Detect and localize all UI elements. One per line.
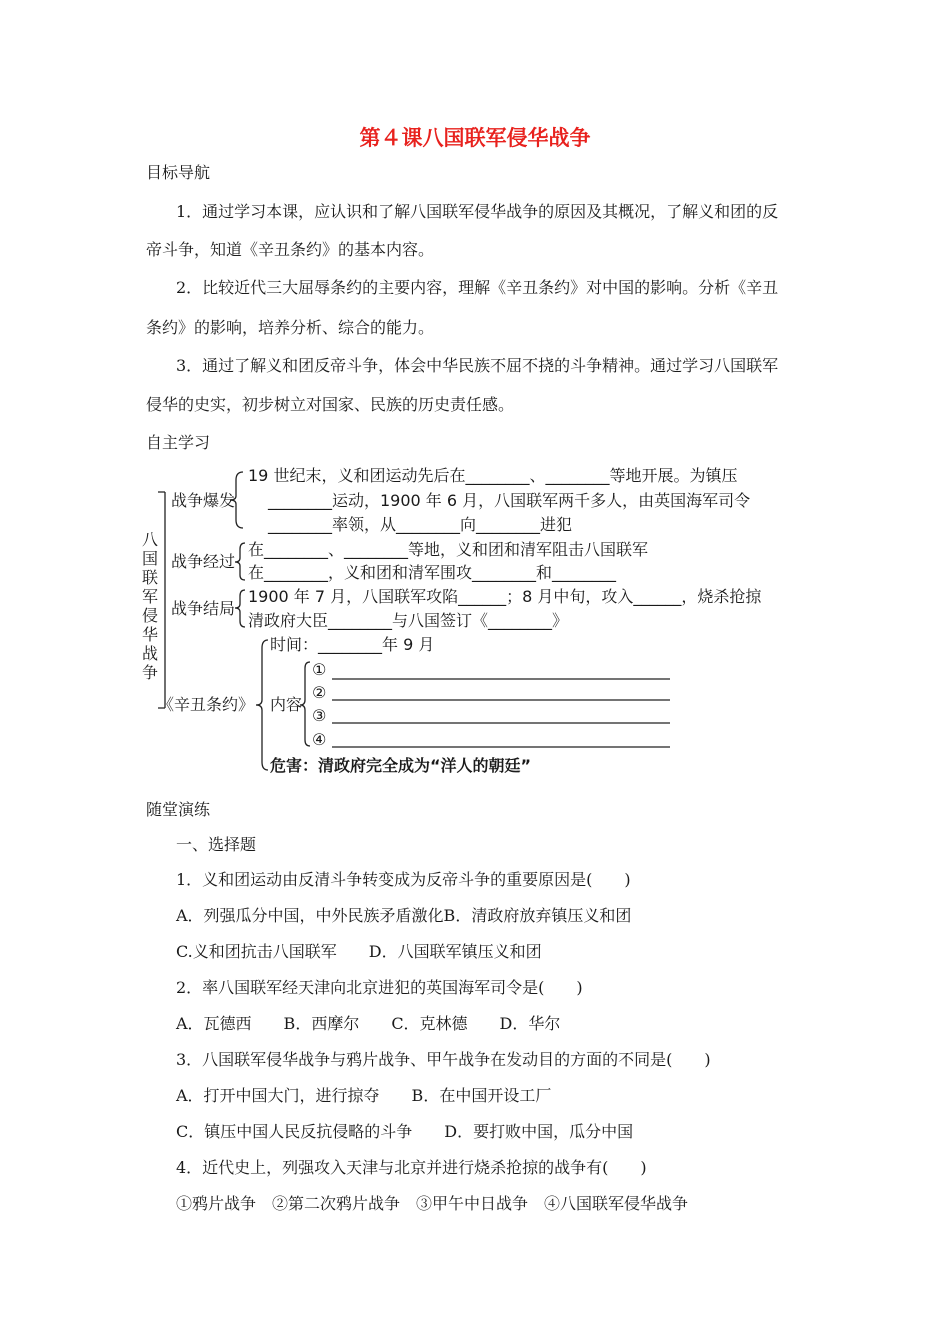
question-3-options-a: A．打开中国大门，进行掠夺 B．在中国开设工厂 <box>176 1086 552 1105</box>
result-label: 战争结局 <box>171 599 236 618</box>
goal-1-line-2: 帝斗争，知道《辛丑条约》的基本内容。 <box>146 240 435 259</box>
diagram-root-label: 八国联军侵华战争 <box>141 530 158 682</box>
question-1: 1．义和团运动由反清斗争转变成为反帝斗争的重要原因是( ) <box>176 870 631 889</box>
treaty-label: 《辛丑条约》 <box>158 695 255 714</box>
course-label: 战争经过 <box>171 552 236 571</box>
question-4-options: ①鸦片战争 ②第二次鸦片战争 ③甲午中日战争 ④八国联军侵华战争 <box>176 1194 689 1213</box>
goal-2-line-2: 条约》的影响，培养分析、综合的能力。 <box>146 318 435 337</box>
goal-2-line-1: 2．比较近代三大屈辱条约的主要内容，理解《辛丑条约》对中国的影响。分析《辛丑 <box>176 278 779 297</box>
question-2: 2．率八国联军经天津向北京进犯的英国海军司令是( ) <box>176 978 583 997</box>
question-1-options-b: C.义和团抗击八国联军 D．八国联军镇压义和团 <box>176 942 542 961</box>
goal-1-line-1: 1．通过学习本课，应认识和了解八国联军侵华战争的原因及其概况，了解义和团的反 <box>176 202 779 221</box>
outbreak-label: 战争爆发 <box>171 491 236 510</box>
exercise-heading: 一、选择题 <box>176 835 257 854</box>
page-title: 第４课八国联军侵华战争 <box>359 126 591 150</box>
result-brace <box>235 590 245 627</box>
course-line-2: 在________，义和团和清军围攻________和________ <box>248 563 617 582</box>
treaty-harm: 危害：清政府完全成为“洋人的朝廷” <box>270 756 532 775</box>
outbreak-line-1: 19 世纪末，义和团运动先后在________、________等地开展。为镇压 <box>248 466 738 485</box>
question-3: 3．八国联军侵华战争与鸦片战争、甲午战争在发动目的方面的不同是( ) <box>176 1050 711 1069</box>
section-goals-heading: 目标导航 <box>146 163 211 182</box>
course-line-1: 在________、________等地，义和团和清军阻击八国联军 <box>248 540 649 559</box>
treaty-item-1: ① <box>312 660 327 679</box>
question-1-options-a: A．列强瓜分中国，中外民族矛盾激化B．清政府放弃镇压义和团 <box>176 906 632 925</box>
treaty-item-2: ② <box>312 683 327 702</box>
result-line-1: 1900 年 7 月，八国联军攻陷______；8 月中旬，攻入______，烧杀抢掠 <box>248 587 762 606</box>
course-brace <box>235 543 245 580</box>
treaty-item-3: ③ <box>312 706 327 725</box>
goal-3-line-2: 侵华的史实，初步树立对国家、民族的历史责任感。 <box>146 395 515 414</box>
question-3-options-b: C．镇压中国人民反抗侵略的斗争 D．要打败中国，瓜分中国 <box>176 1122 634 1141</box>
section-practice-heading: 随堂演练 <box>146 800 211 819</box>
section-self-study-heading: 自主学习 <box>146 433 211 452</box>
goal-3-line-1: 3．通过了解义和团反帝斗争，体会中华民族不屈不挠的斗争精神。通过学习八国联军 <box>176 356 779 375</box>
result-line-2: 清政府大臣________与八国签订《________》 <box>248 611 569 630</box>
question-4: 4．近代史上，列强攻入天津与北京并进行烧杀抢掠的战争有( ) <box>176 1158 647 1177</box>
treaty-time: 时间：________年 9 月 <box>270 635 435 654</box>
treaty-brace <box>256 640 268 770</box>
treaty-content-label: 内容 <box>270 695 303 714</box>
outbreak-line-3: ________率领，从________向________进犯 <box>268 515 573 534</box>
treaty-item-4: ④ <box>312 730 327 749</box>
outbreak-line-2: ________运动，1900 年 6 月，八国联军两千多人，由英国海军司令 <box>268 491 751 510</box>
question-2-options: A．瓦德西 B．西摩尔 C．克林德 D．华尔 <box>176 1014 561 1033</box>
